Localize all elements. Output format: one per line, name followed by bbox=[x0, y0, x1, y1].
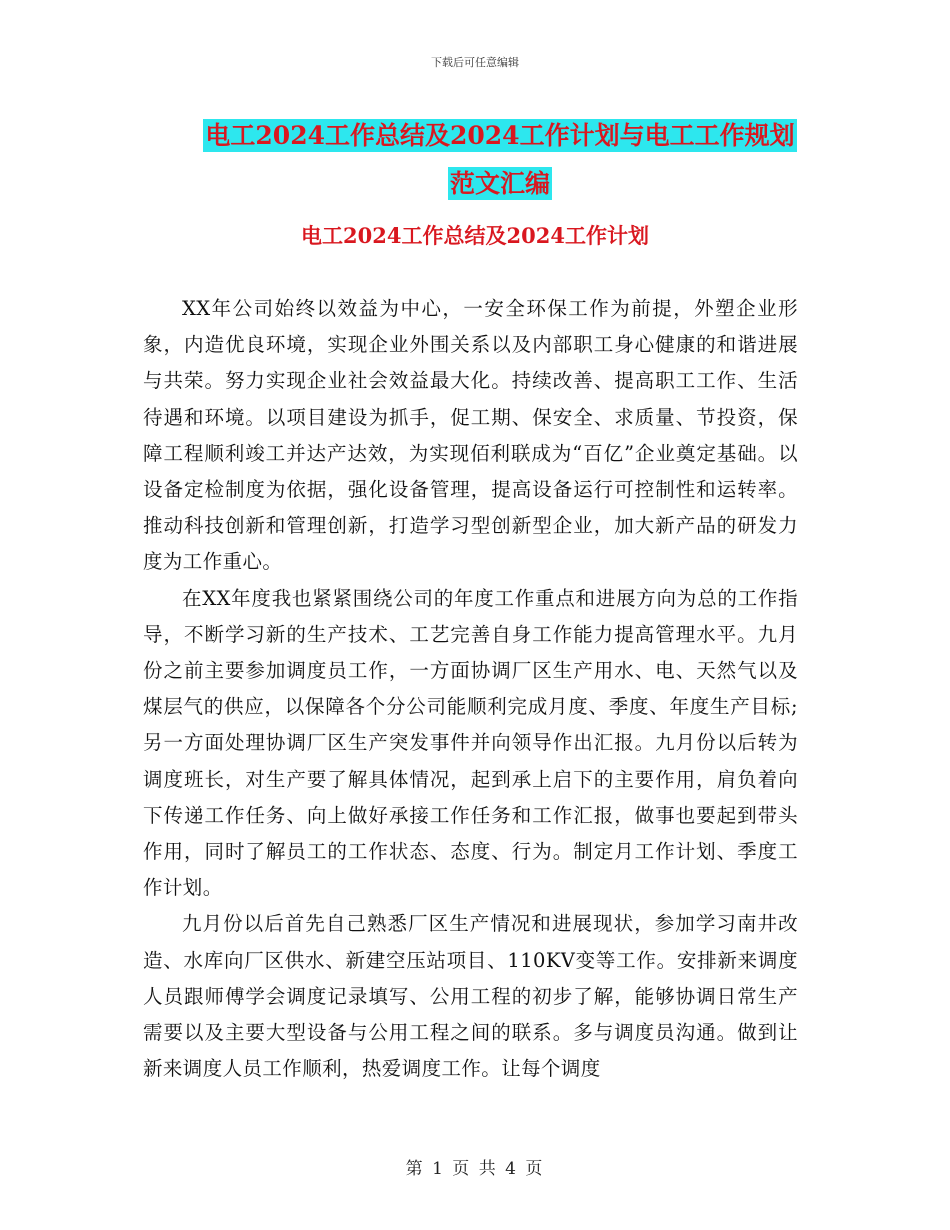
document-title bbox=[120, 112, 880, 208]
paragraph-1: XX年公司始终以效益为中心，一安全环保工作为前提，外塑企业形象，内造优良环境，实现企业外围关系以及内部职工身心健康的和谐进展与共荣。努力实现企业社会效益最大化。持续改善、提高职工工作、生活待遇和环境。以项目建设为抓手，促工期、保安全、求质量、节投资，保障工程顺利竣工并达产达效，为实现佰利联成为“百亿”企业奠定基础。以设备定检制度为依据，强化设备管理，提高设备运行可控制性和运转率。推动科技创新和管理创新，打造学习型创新型企业，加大新产品的研发力度为工作重心。 bbox=[143, 297, 798, 574]
body-text bbox=[143, 291, 798, 1087]
header-note: 下载后可任意编辑 bbox=[431, 56, 519, 69]
paragraph-3: 九月份以后首先自己熟悉厂区生产情况和进展现状，参加学习南井改造、水库向厂区供水、新建空压站项目、110KV变等工作。安排新来调度人员跟师傅学会调度记录填写、公用工程的初步了解，能够协调日常生产需要以及主要大型设备与公用工程之间的联系。多与调度员沟通。做到让新来调度人员工作顺利，热爱调度工作。让每个调度 bbox=[143, 912, 798, 1081]
section-title: 电工2024工作总结及2024工作计划 bbox=[301, 223, 649, 248]
paragraph-2: 在XX年度我也紧紧围绕公司的年度工作重点和进展方向为总的工作指导，不断学习新的生产技术、工艺完善自身工作能力提高管理水平。九月份之前主要参加调度员工作，一方面协调厂区生产用水、电、天然气以及煤层气的供应，以保障各个分公司能顺利完成月度、季度、年度生产目标;另一方面处理协调厂区生产突发事件并向领导作出汇报。九月份以后转为调度班长，对生产要了解具体情况，起到承上启下的主要作用，肩负着向下传递工作任务、向上做好承接工作任务和工作汇报，做事也要起到带头作用，同时了解员工的工作状态、态度、行为。制定月工作计划、季度工作计划。 bbox=[143, 586, 798, 900]
document-title-line1: 电工2024工作总结及2024工作计划与电工工作规划 bbox=[205, 121, 795, 150]
document-title-line2: 范文汇编 bbox=[449, 169, 550, 198]
page-footer: 第 1 页 共 4 页 bbox=[405, 1159, 545, 1179]
